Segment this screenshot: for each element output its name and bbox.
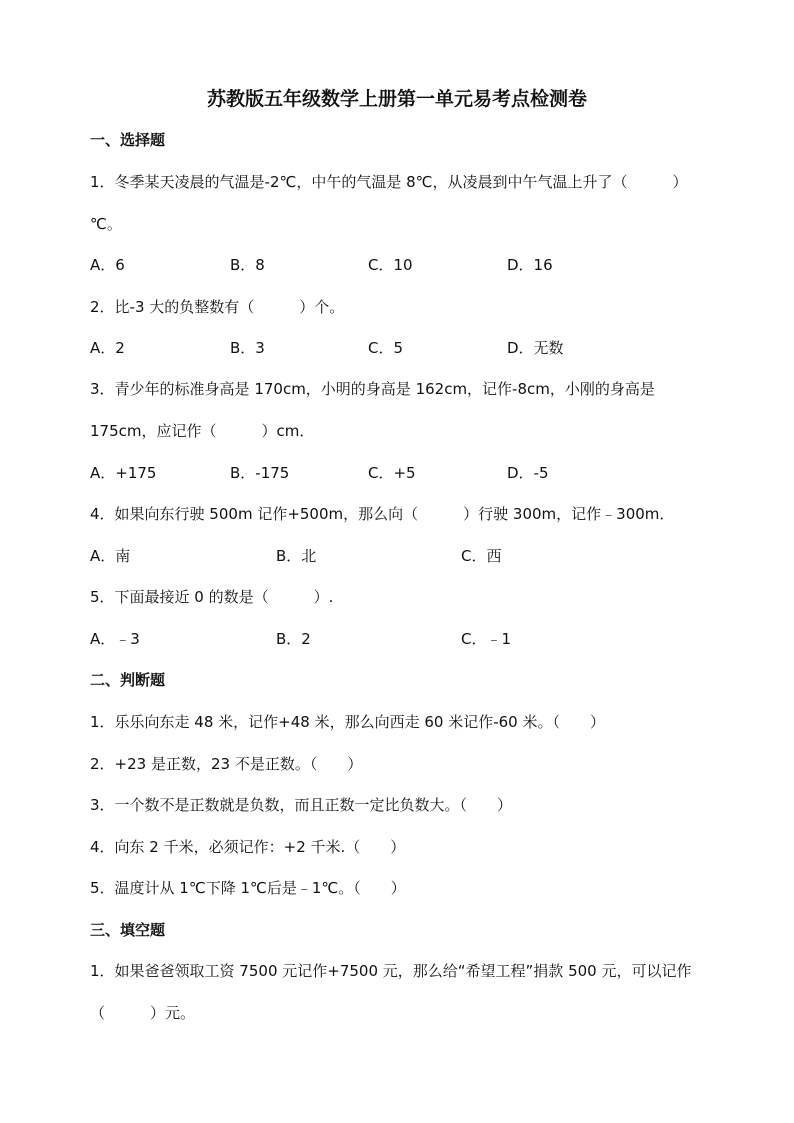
option-b: B．8 bbox=[230, 256, 265, 274]
question-text: 1．如果爸爸领取工资 7500 元记作+7500 元，那么给“希望工程”捐款 500 元，可以记作 bbox=[90, 962, 692, 980]
option-a: A．﹣3 bbox=[90, 630, 140, 648]
section-heading-judgment: 二、判断题 bbox=[90, 671, 166, 689]
question-text: 5．温度计从 1℃下降 1℃后是﹣1℃。（ ） bbox=[90, 879, 406, 897]
question-text: 1．乐乐向东走 48 米，记作+48 米，那么向西走 60 米记作-60 米。（ ） bbox=[90, 713, 605, 731]
option-b: B．北 bbox=[276, 547, 317, 565]
option-c: C．5 bbox=[368, 339, 404, 357]
question-text: 1．冬季某天凌晨的气温是-2℃，中午的气温是 8℃，从凌晨到中午气温上升了（ ） bbox=[90, 173, 688, 191]
question-text: ℃。 bbox=[90, 215, 122, 233]
option-a: A．2 bbox=[90, 339, 125, 357]
option-b: B．3 bbox=[230, 339, 265, 357]
page-title: 苏教版五年级数学上册第一单元易考点检测卷 bbox=[206, 88, 587, 110]
option-a: A．+175 bbox=[90, 464, 157, 482]
section-heading-choice: 一、选择题 bbox=[90, 131, 166, 149]
question-text: 4．如果向东行驶 500m 记作+500m，那么向（ ）行驶 300m，记作﹣300m． bbox=[90, 505, 675, 523]
question-text: 3．一个数不是正数就是负数，而且正数一定比负数大。（ ） bbox=[90, 796, 513, 814]
question-text: （ ）元。 bbox=[90, 1004, 196, 1022]
option-a: A．南 bbox=[90, 547, 131, 565]
option-c: C．+5 bbox=[368, 464, 416, 482]
question-text: 175cm，应记作（ ）cm． bbox=[90, 422, 315, 440]
question-text: 5．下面最接近 0 的数是（ ）. bbox=[90, 588, 334, 606]
question-text: 2．+23 是正数，23 不是正数。（ ） bbox=[90, 755, 363, 773]
option-c: C．﹣1 bbox=[461, 630, 512, 648]
option-b: B．-175 bbox=[230, 464, 290, 482]
option-d: D．无数 bbox=[507, 339, 564, 357]
option-d: D．-5 bbox=[507, 464, 549, 482]
option-c: C．西 bbox=[461, 547, 502, 565]
option-d: D．16 bbox=[507, 256, 553, 274]
section-heading-fill-blank: 三、填空题 bbox=[90, 921, 166, 939]
question-text: 3．青少年的标准身高是 170cm，小明的身高是 162cm，记作-8cm，小刚的身高是 bbox=[90, 380, 655, 398]
option-a: A．6 bbox=[90, 256, 125, 274]
question-text: 2．比-3 大的负整数有（ ）个。 bbox=[90, 298, 345, 316]
option-b: B．2 bbox=[276, 630, 311, 648]
question-text: 4．向东 2 千米，必须记作：+2 千米.（ ） bbox=[90, 838, 406, 856]
option-c: C．10 bbox=[368, 256, 413, 274]
